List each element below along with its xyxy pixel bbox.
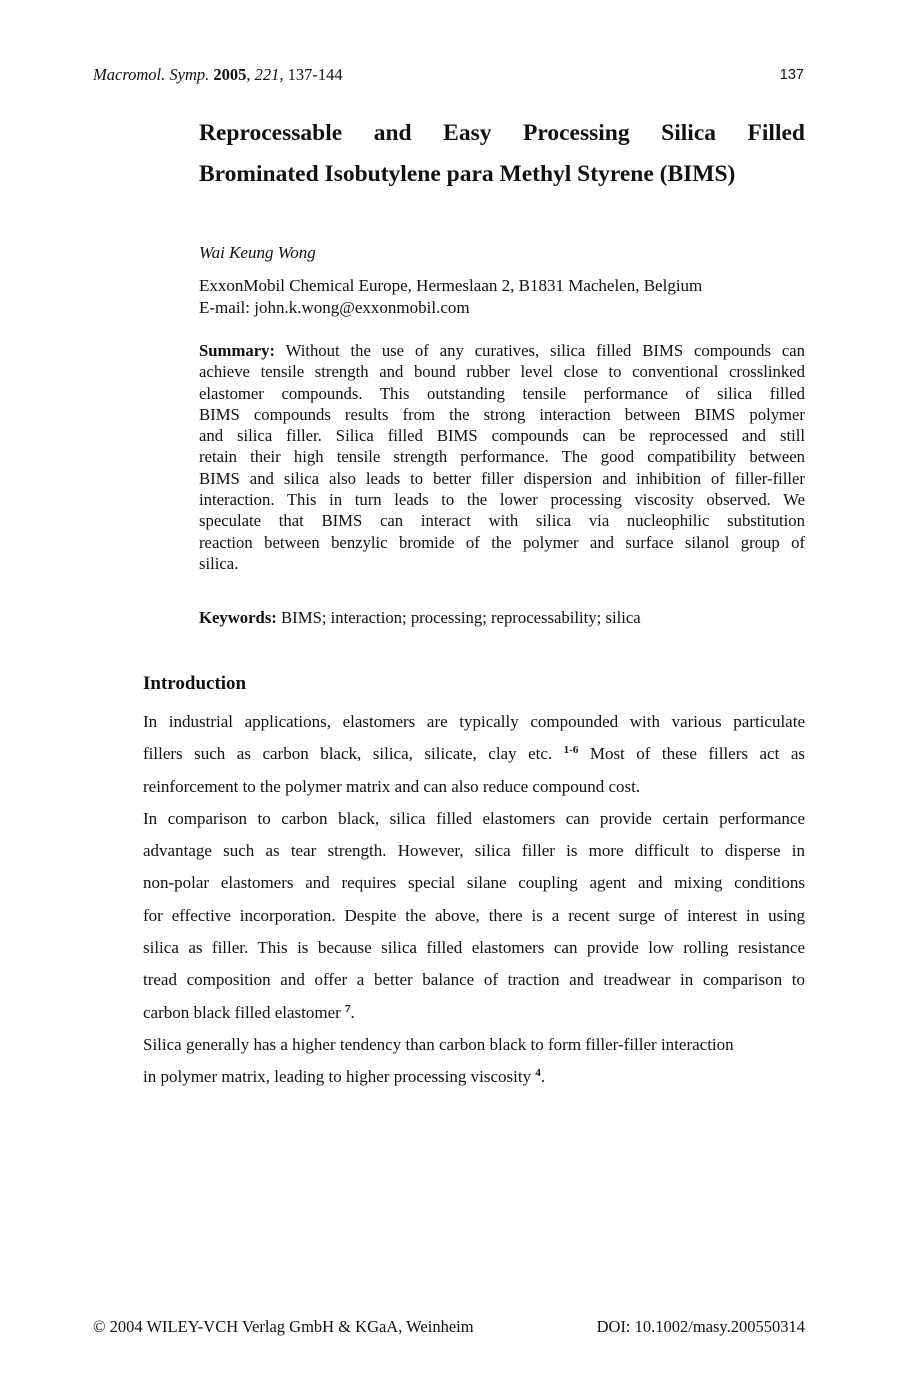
journal-name: Macromol. Symp.	[93, 65, 210, 84]
abstract-line: retain their high tensile strength performance. The good compatibility between	[199, 447, 805, 467]
intro-line: In comparison to carbon black, silica filled elastomers can provide certain performance	[143, 808, 805, 828]
abstract-line: elastomer compounds. This outstanding tensile performance of silica filled	[199, 383, 805, 403]
intro-text: fillers such as carbon black, silica, silicate, clay etc.	[143, 744, 564, 764]
author-name: Wai Keung Wong	[199, 243, 316, 262]
keywords-text: BIMS; interaction; processing; reprocessability; silica	[276, 608, 641, 627]
abstract-line: reaction between benzylic bromide of the polymer and surface silanol group of	[199, 532, 805, 552]
title-line-2: Brominated Isobutylene para Methyl Styrene (BIMS)	[199, 161, 736, 187]
journal-reference: Macromol. Symp. 2005, 221, 137-144	[93, 65, 343, 84]
abstract-label: Summary:	[199, 341, 276, 360]
intro-line: In industrial applications, elastomers are typically compounded with various particulate	[143, 712, 805, 731]
intro-line: tread composition and offer a better balance of traction and treadwear in comparison to	[143, 970, 805, 990]
intro-text: .	[350, 1002, 355, 1022]
intro-line: silica as filler. This is because silica filled elastomers can provide low rolling resistance	[143, 938, 805, 958]
journal-year: 2005	[213, 65, 247, 84]
abstract-line: BIMS and silica also leads to better filler dispersion and inhibition of filler-filler	[199, 468, 805, 488]
citation-superscript: 4	[535, 1067, 541, 1080]
footer-doi: DOI: 10.1002/masy.200550314	[596, 1317, 805, 1336]
abstract-line: BIMS compounds results from the strong interaction between BIMS polymer	[199, 404, 805, 424]
abstract-line: silica.	[199, 553, 239, 573]
intro-line: Silica generally has a higher tendency than carbon black to form filler-filler interaction	[143, 1034, 734, 1054]
journal-pages: 137-144	[287, 65, 343, 84]
abstract-text: Without the use of any curatives, silica filled BIMS compounds can	[275, 341, 805, 360]
intro-line	[143, 997, 805, 1029]
intro-line: advantage such as tear strength. However, silica filler is more difficult to disperse in	[143, 841, 805, 861]
abstract-line: and silica filler. Silica filled BIMS compounds can be reprocessed and still	[199, 426, 805, 446]
citation-superscript: 7	[345, 1002, 351, 1015]
affiliation-block	[199, 275, 805, 319]
abstract	[199, 340, 805, 574]
section-heading-introduction: Introduction	[143, 673, 247, 694]
abstract-line: speculate that BIMS can interact with silica via nucleophilic substitution	[199, 511, 805, 531]
keywords	[199, 608, 641, 628]
affiliation-email: E-mail: john.k.wong@exxonmobil.com	[199, 298, 470, 317]
title-line-1: Reprocessable and Easy Processing Silica Filled	[199, 120, 805, 146]
journal-volume: 221,	[254, 65, 284, 84]
introduction-body	[143, 706, 805, 1094]
page-number: 137	[779, 67, 804, 83]
intro-text: in polymer matrix, leading to higher processing viscosity	[143, 1067, 536, 1087]
intro-text: carbon black filled elastomer	[143, 1002, 346, 1022]
intro-text: Most of these fillers act as	[578, 744, 805, 764]
citation-superscript: 1-6	[563, 744, 579, 757]
intro-line	[143, 738, 805, 770]
keywords-label: Keywords:	[199, 608, 277, 627]
paper-title	[199, 113, 805, 195]
intro-text: .	[540, 1067, 546, 1087]
intro-line: non-polar elastomers and requires special silane coupling agent and mixing conditions	[143, 873, 805, 893]
affiliation-address: ExxonMobil Chemical Europe, Hermeslaan 2, B1831 Machelen, Belgium	[199, 276, 703, 295]
footer-copyright: © 2004 WILEY-VCH Verlag GmbH & KGaA, Weinheim	[93, 1317, 474, 1336]
abstract-line	[199, 340, 805, 361]
intro-line: for effective incorporation. Despite the above, there is a recent surge of interest in using	[143, 905, 805, 925]
intro-line: reinforcement to the polymer matrix and can also reduce compound cost.	[143, 776, 641, 796]
abstract-line: achieve tensile strength and bound rubber level close to conventional crosslinked	[199, 362, 805, 382]
abstract-line: interaction. This in turn leads to the lower processing viscosity observed. We	[199, 490, 805, 510]
intro-line	[143, 1061, 805, 1093]
